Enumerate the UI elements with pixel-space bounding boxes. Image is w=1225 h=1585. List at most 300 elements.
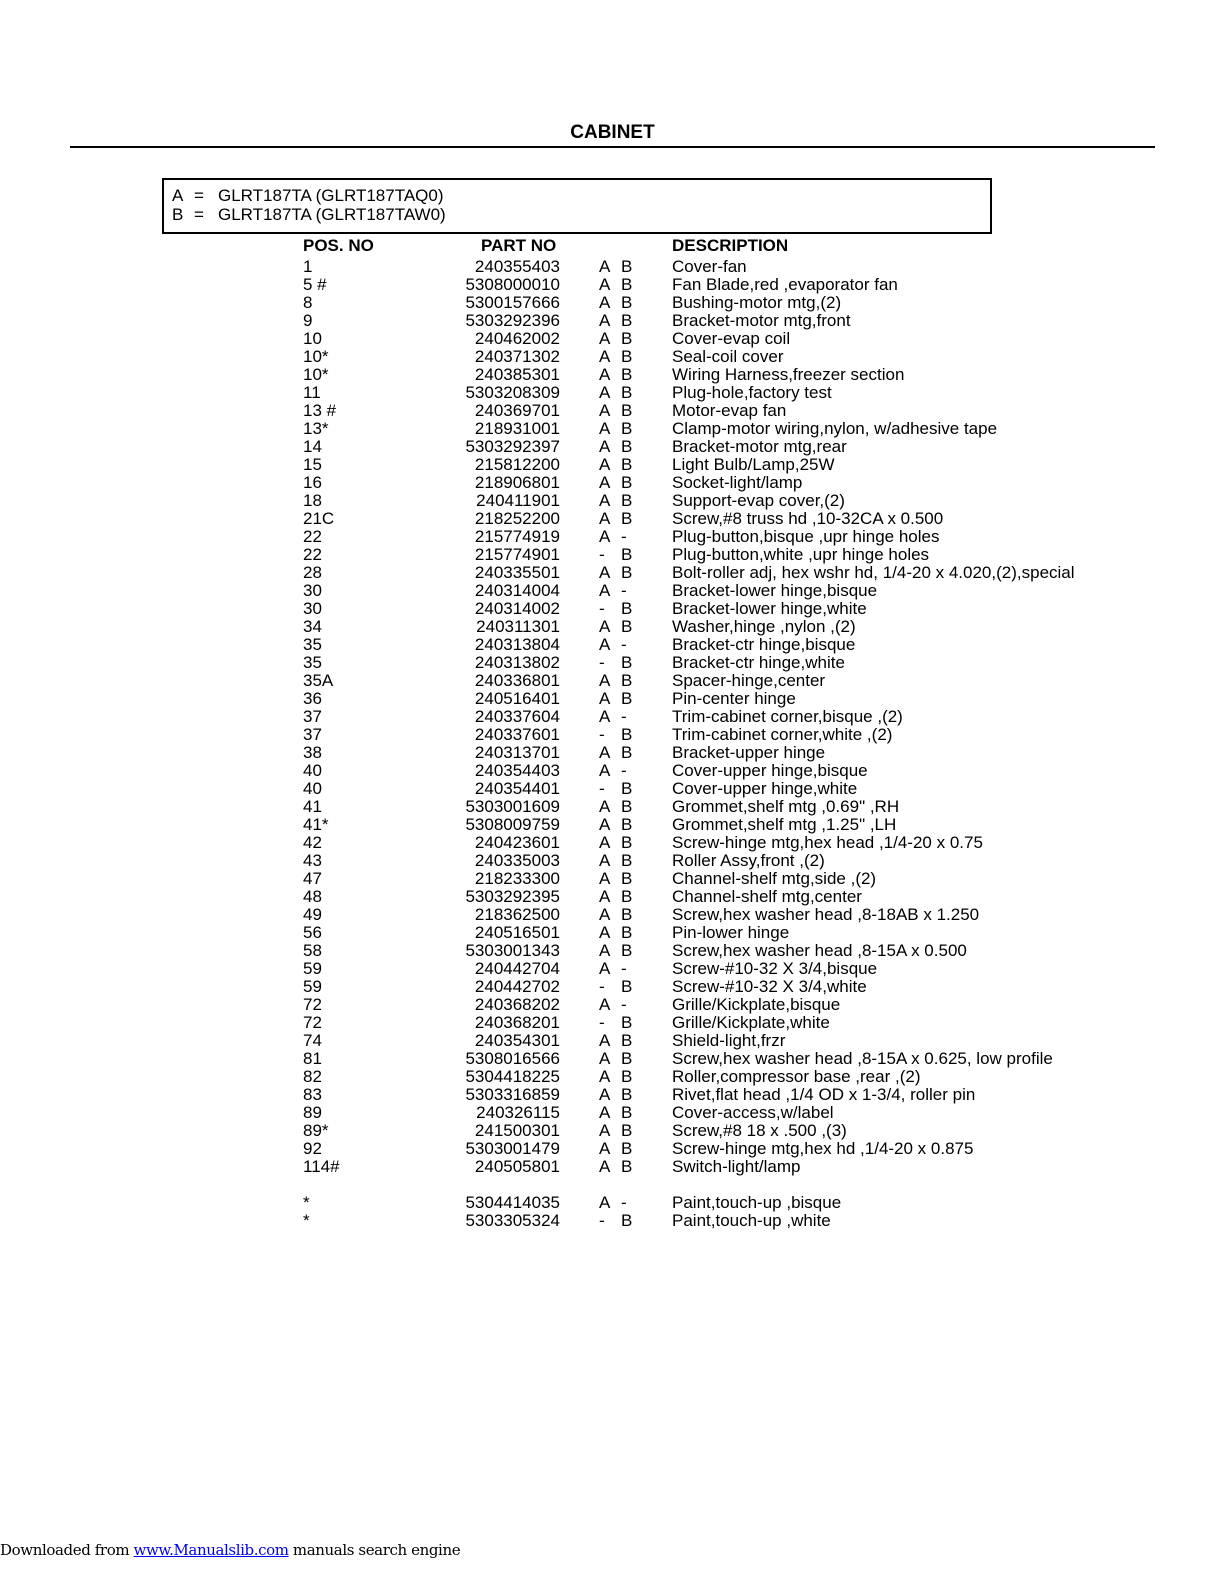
- model-a-flag: A: [599, 1031, 611, 1050]
- model-b-flag: B: [621, 923, 633, 942]
- part-description: Screw-#10-32 X 3/4,white: [672, 977, 867, 996]
- part-row: [303, 384, 1163, 402]
- model-a-flag: A: [599, 581, 611, 600]
- model-a-flag: A: [599, 635, 611, 654]
- part-number: 215774901: [474, 545, 560, 564]
- part-row: [303, 1194, 1163, 1212]
- part-description: Paint,touch-up ,white: [672, 1211, 831, 1230]
- model-b-flag: B: [621, 689, 633, 708]
- part-number: 240442704: [474, 959, 560, 978]
- part-row: [303, 1104, 1163, 1122]
- part-number: 240368202: [474, 995, 560, 1014]
- part-number: 240505801: [474, 1157, 560, 1176]
- part-description: Bracket-upper hinge: [672, 743, 826, 762]
- model-b-flag: B: [621, 887, 633, 906]
- part-number: 5303001609: [465, 797, 560, 816]
- model-a-flag: A: [599, 473, 611, 492]
- part-description: Bracket-motor mtg,rear: [672, 437, 847, 456]
- part-description: Rivet,flat head ,1/4 OD x 1-3/4, roller pin: [672, 1085, 976, 1104]
- part-description: Fan Blade,red ,evaporator fan: [672, 275, 898, 294]
- part-pos-number: 59: [303, 977, 322, 996]
- model-a-flag: A: [599, 437, 611, 456]
- part-pos-number: 10*: [303, 347, 329, 366]
- part-number: 5303208309: [465, 383, 560, 402]
- legend-row-a: [172, 186, 990, 205]
- part-description: Washer,hinge ,nylon ,(2): [672, 617, 856, 636]
- part-row: [303, 1086, 1163, 1104]
- part-description: Plug-button,bisque ,upr hinge holes: [672, 527, 940, 546]
- model-a-flag: A: [599, 383, 611, 402]
- part-row: [303, 834, 1163, 852]
- part-pos-number: 41*: [303, 815, 329, 834]
- part-pos-number: 41: [303, 797, 322, 816]
- part-row: [303, 258, 1163, 276]
- part-number: 240354401: [474, 779, 560, 798]
- part-description: Cover-fan: [672, 257, 747, 276]
- part-pos-number: 9: [303, 311, 313, 330]
- model-b-flag: -: [621, 1193, 627, 1212]
- model-a-flag: A: [599, 1139, 611, 1158]
- model-a-flag: A: [599, 995, 611, 1014]
- part-description: Paint,touch-up ,bisque: [672, 1193, 842, 1212]
- model-a-flag: A: [599, 905, 611, 924]
- part-row: [303, 924, 1163, 942]
- footer-prefix: Downloaded from: [0, 1541, 134, 1559]
- part-pos-number: 30: [303, 599, 322, 618]
- model-a-flag: A: [599, 311, 611, 330]
- model-b-flag: B: [621, 329, 633, 348]
- part-number: 240354301: [474, 1031, 560, 1050]
- part-number: 240516401: [474, 689, 560, 708]
- model-a-flag: A: [599, 527, 611, 546]
- part-description: Screw,#8 18 x .500 ,(3): [672, 1121, 847, 1140]
- part-number: 240335501: [474, 563, 560, 582]
- part-pos-number: 114#: [303, 1157, 340, 1176]
- part-description: Bracket-motor mtg,front: [672, 311, 851, 330]
- legend-row-b: [172, 205, 990, 224]
- model-b-flag: B: [621, 1031, 633, 1050]
- part-description: Screw,hex washer head ,8-18AB x 1.250: [672, 905, 980, 924]
- part-pos-number: 47: [303, 869, 322, 888]
- model-a-flag: A: [599, 707, 611, 726]
- part-description: Pin-lower hinge: [672, 923, 790, 942]
- part-description: Grommet,shelf mtg ,0.69" ,RH: [672, 797, 900, 816]
- model-b-flag: B: [621, 293, 633, 312]
- part-number: 240314002: [474, 599, 560, 618]
- part-row: [303, 708, 1163, 726]
- part-number: 5308000010: [465, 275, 560, 294]
- part-row: [303, 726, 1163, 744]
- part-description: Cover-upper hinge,white: [672, 779, 858, 798]
- part-description: Clamp-motor wiring,nylon, w/adhesive tape: [672, 419, 998, 438]
- part-pos-number: 28: [303, 563, 322, 582]
- part-row: [303, 888, 1163, 906]
- model-b-flag: B: [621, 365, 633, 384]
- part-row: [303, 420, 1163, 438]
- part-description: Switch-light/lamp: [672, 1157, 801, 1176]
- legend-equals: =: [194, 186, 204, 205]
- part-number: 240354403: [474, 761, 560, 780]
- model-a-flag: A: [599, 833, 611, 852]
- part-description: Wiring Harness,freezer section: [672, 365, 905, 384]
- model-b-flag: B: [621, 977, 633, 996]
- part-row: [303, 474, 1163, 492]
- part-row: [303, 1212, 1163, 1230]
- part-pos-number: 72: [303, 995, 322, 1014]
- model-b-flag: B: [621, 419, 633, 438]
- model-b-flag: B: [621, 1121, 633, 1140]
- model-b-flag: B: [621, 563, 633, 582]
- part-number: 218931001: [474, 419, 560, 438]
- model-b-flag: B: [621, 383, 633, 402]
- part-row: [303, 564, 1163, 582]
- model-a-flag: A: [599, 275, 611, 294]
- model-a-flag: A: [599, 1103, 611, 1122]
- model-a-flag: -: [599, 653, 605, 672]
- part-row: [303, 1140, 1163, 1158]
- part-number: 240442702: [474, 977, 560, 996]
- part-pos-number: 35: [303, 635, 322, 654]
- part-number: 240516501: [474, 923, 560, 942]
- part-pos-number: 10*: [303, 365, 329, 384]
- part-description: Screw,hex washer head ,8-15A x 0.500: [672, 941, 967, 960]
- part-description: Cover-access,w/label: [672, 1103, 834, 1122]
- part-number: 5304414035: [465, 1193, 560, 1212]
- part-pos-number: 16: [303, 473, 322, 492]
- model-b-flag: -: [621, 995, 627, 1014]
- page-title: CABINET: [570, 122, 655, 143]
- part-row: [303, 456, 1163, 474]
- part-pos-number: 11: [303, 383, 321, 402]
- part-number: 5304418225: [465, 1067, 560, 1086]
- part-pos-number: 74: [303, 1031, 322, 1050]
- part-description: Grille/Kickplate,white: [672, 1013, 830, 1032]
- part-pos-number: 22: [303, 527, 322, 546]
- model-a-flag: -: [599, 545, 605, 564]
- legend-model: GLRT187TA (GLRT187TAW0): [218, 205, 446, 224]
- part-pos-number: *: [303, 1193, 310, 1212]
- part-number: 240311301: [476, 617, 560, 636]
- model-b-flag: B: [621, 869, 633, 888]
- part-number: 5308009759: [465, 815, 560, 834]
- part-row: [303, 978, 1163, 996]
- part-number: 240368201: [474, 1013, 560, 1032]
- model-b-flag: B: [621, 1103, 633, 1122]
- part-pos-number: 14: [303, 437, 322, 456]
- part-pos-number: 21C: [303, 509, 335, 528]
- part-description: Bracket-lower hinge,bisque: [672, 581, 878, 600]
- part-pos-number: 56: [303, 923, 322, 942]
- part-pos-number: 58: [303, 941, 322, 960]
- model-a-flag: A: [599, 671, 611, 690]
- part-pos-number: 72: [303, 1013, 322, 1032]
- model-a-flag: A: [599, 365, 611, 384]
- part-row: [303, 780, 1163, 798]
- model-b-flag: B: [621, 545, 633, 564]
- part-description: Bracket-ctr hinge,white: [672, 653, 845, 672]
- part-row: [303, 906, 1163, 924]
- part-pos-number: 42: [303, 833, 322, 852]
- model-a-flag: A: [599, 1049, 611, 1068]
- part-row: [303, 1032, 1163, 1050]
- model-b-flag: B: [621, 1013, 633, 1032]
- part-description: Pin-center hinge: [672, 689, 796, 708]
- part-description: Channel-shelf mtg,side ,(2): [672, 869, 877, 888]
- part-row: [303, 1068, 1163, 1086]
- part-pos-number: 40: [303, 779, 322, 798]
- part-number: 5303292396: [465, 311, 560, 330]
- part-number: 240337601: [474, 725, 560, 744]
- part-pos-number: 40: [303, 761, 322, 780]
- model-a-flag: A: [599, 491, 611, 510]
- model-b-flag: B: [621, 815, 633, 834]
- part-description: Grommet,shelf mtg ,1.25" ,LH: [672, 815, 897, 834]
- part-row: [303, 672, 1163, 690]
- legend-equals: =: [194, 205, 204, 224]
- part-pos-number: 1: [303, 257, 313, 276]
- part-pos-number: 13*: [303, 419, 329, 438]
- part-row: [303, 366, 1163, 384]
- model-a-flag: A: [599, 797, 611, 816]
- part-row: [303, 348, 1163, 366]
- manualslib-link[interactable]: www.Manualslib.com: [133, 1541, 289, 1559]
- part-description: Support-evap cover,(2): [672, 491, 845, 510]
- model-a-flag: -: [599, 977, 605, 996]
- part-number: 240313802: [474, 653, 560, 672]
- model-b-flag: B: [621, 797, 633, 816]
- part-number: 218233300: [474, 869, 560, 888]
- model-b-flag: B: [621, 1049, 633, 1068]
- part-pos-number: 81: [303, 1049, 322, 1068]
- model-a-flag: A: [599, 743, 611, 762]
- part-row: [303, 312, 1163, 330]
- model-a-flag: -: [599, 1211, 605, 1230]
- model-b-flag: B: [621, 455, 633, 474]
- part-pos-number: 43: [303, 851, 322, 870]
- part-description: Seal-coil cover: [672, 347, 784, 366]
- part-row: [303, 294, 1163, 312]
- model-b-flag: B: [621, 599, 633, 618]
- model-b-flag: B: [621, 833, 633, 852]
- part-number: 5303292397: [465, 437, 560, 456]
- part-row: [303, 942, 1163, 960]
- part-description: Light Bulb/Lamp,25W: [672, 455, 835, 474]
- part-pos-number: 48: [303, 887, 322, 906]
- part-number: 240336801: [474, 671, 560, 690]
- model-a-flag: A: [599, 851, 611, 870]
- footer-suffix: manuals search engine: [288, 1541, 461, 1559]
- legend-key: A: [172, 186, 184, 205]
- model-b-flag: B: [621, 437, 633, 456]
- part-number: 5303001479: [465, 1139, 560, 1158]
- model-b-flag: B: [621, 779, 633, 798]
- model-b-flag: B: [621, 671, 633, 690]
- part-number: 218906801: [474, 473, 560, 492]
- part-number: 240385301: [474, 365, 560, 384]
- part-number: 5300157666: [465, 293, 560, 312]
- part-description: Grille/Kickplate,bisque: [672, 995, 841, 1014]
- model-a-flag: -: [599, 779, 605, 798]
- model-a-flag: A: [599, 815, 611, 834]
- part-number: 241500301: [474, 1121, 560, 1140]
- part-description: Screw-hinge mtg,hex head ,1/4-20 x 0.75: [672, 833, 983, 852]
- model-b-flag: B: [621, 509, 633, 528]
- column-header-description: DESCRIPTION: [672, 236, 789, 255]
- model-a-flag: A: [599, 347, 611, 366]
- part-pos-number: 35: [303, 653, 322, 672]
- model-b-flag: -: [621, 707, 627, 726]
- part-description: Bracket-lower hinge,white: [672, 599, 867, 618]
- model-b-flag: B: [621, 725, 633, 744]
- part-number: 240335003: [474, 851, 560, 870]
- part-row: [303, 1014, 1163, 1032]
- legend-model: GLRT187TA (GLRT187TAQ0): [218, 186, 444, 205]
- part-description: Channel-shelf mtg,center: [672, 887, 862, 906]
- model-a-flag: -: [599, 1013, 605, 1032]
- model-b-flag: B: [621, 743, 633, 762]
- part-row: [303, 852, 1163, 870]
- model-a-flag: A: [599, 689, 611, 708]
- part-row: [303, 744, 1163, 762]
- model-b-flag: B: [621, 275, 633, 294]
- part-number: 240369701: [474, 401, 560, 420]
- model-a-flag: A: [599, 1085, 611, 1104]
- part-number: 240337604: [474, 707, 560, 726]
- part-number: 215774919: [474, 527, 560, 546]
- legend-key: B: [172, 205, 184, 224]
- part-row: [303, 546, 1163, 564]
- part-pos-number: 35A: [303, 671, 334, 690]
- part-number: 5308016566: [465, 1049, 560, 1068]
- model-b-flag: B: [621, 617, 633, 636]
- part-row: [303, 528, 1163, 546]
- part-row: [303, 798, 1163, 816]
- model-a-flag: A: [599, 1157, 611, 1176]
- part-pos-number: 22: [303, 545, 322, 564]
- part-description: Plug-button,white ,upr hinge holes: [672, 545, 930, 564]
- part-pos-number: 59: [303, 959, 322, 978]
- part-row: [303, 510, 1163, 528]
- part-row: [303, 690, 1163, 708]
- part-pos-number: 34: [303, 617, 322, 636]
- part-row: [303, 438, 1163, 456]
- model-b-flag: B: [621, 257, 633, 276]
- part-description: Bolt-roller adj, hex wshr hd, 1/4-20 x 4.020,(2),special: [672, 563, 1075, 582]
- part-pos-number: 37: [303, 707, 322, 726]
- model-a-flag: A: [599, 563, 611, 582]
- model-a-flag: A: [599, 887, 611, 906]
- part-description: Trim-cabinet corner,bisque ,(2): [672, 707, 903, 726]
- part-description: Bushing-motor mtg,(2): [672, 293, 842, 312]
- model-b-flag: B: [621, 851, 633, 870]
- column-header-part: PART NO: [481, 236, 557, 255]
- part-row: [303, 402, 1163, 420]
- part-pos-number: 89*: [303, 1121, 329, 1140]
- part-number: 5303001343: [465, 941, 560, 960]
- model-a-flag: A: [599, 293, 611, 312]
- model-a-flag: A: [599, 923, 611, 942]
- part-pos-number: 49: [303, 905, 322, 924]
- model-a-flag: A: [599, 401, 611, 420]
- part-description: Motor-evap fan: [672, 401, 787, 420]
- part-number: 218362500: [474, 905, 560, 924]
- part-pos-number: 30: [303, 581, 322, 600]
- part-row: [303, 1122, 1163, 1140]
- part-row: [303, 960, 1163, 978]
- column-header-pos: POS. NO: [303, 236, 374, 255]
- part-row: [303, 996, 1163, 1014]
- model-b-flag: B: [621, 941, 633, 960]
- part-number: 5303292395: [465, 887, 560, 906]
- model-b-flag: B: [621, 491, 633, 510]
- model-a-flag: A: [599, 257, 611, 276]
- model-a-flag: A: [599, 509, 611, 528]
- part-description: Trim-cabinet corner,white ,(2): [672, 725, 893, 744]
- model-a-flag: A: [599, 761, 611, 780]
- part-row: [303, 816, 1163, 834]
- model-a-flag: A: [599, 869, 611, 888]
- part-row: [303, 330, 1163, 348]
- model-b-flag: B: [621, 1211, 633, 1230]
- model-a-flag: A: [599, 617, 611, 636]
- part-pos-number: 8: [303, 293, 313, 312]
- part-description: Cover-evap coil: [672, 329, 791, 348]
- part-number: 240462002: [474, 329, 560, 348]
- part-pos-number: 89: [303, 1103, 322, 1122]
- part-description: Socket-light/lamp: [672, 473, 803, 492]
- part-row: [303, 582, 1163, 600]
- part-row: [303, 636, 1163, 654]
- model-a-flag: -: [599, 599, 605, 618]
- model-b-flag: B: [621, 473, 633, 492]
- model-b-flag: -: [621, 635, 627, 654]
- parts-list: [303, 258, 1163, 1230]
- model-legend: [162, 178, 992, 234]
- model-b-flag: -: [621, 761, 627, 780]
- part-row: [303, 762, 1163, 780]
- title-divider: [70, 146, 1155, 148]
- part-pos-number: *: [303, 1211, 310, 1230]
- part-pos-number: 18: [303, 491, 322, 510]
- part-number: 240371302: [474, 347, 560, 366]
- part-row: [303, 654, 1163, 672]
- part-row: [303, 870, 1163, 888]
- part-pos-number: 5 #: [303, 275, 327, 294]
- model-b-flag: B: [621, 905, 633, 924]
- part-description: Cover-upper hinge,bisque: [672, 761, 868, 780]
- model-b-flag: B: [621, 653, 633, 672]
- part-pos-number: 36: [303, 689, 322, 708]
- part-row: [303, 1050, 1163, 1068]
- model-b-flag: -: [621, 581, 627, 600]
- model-b-flag: B: [621, 1157, 633, 1176]
- model-a-flag: A: [599, 1067, 611, 1086]
- model-b-flag: B: [621, 1139, 633, 1158]
- model-a-flag: A: [599, 1121, 611, 1140]
- part-pos-number: 38: [303, 743, 322, 762]
- model-a-flag: A: [599, 455, 611, 474]
- part-pos-number: 37: [303, 725, 322, 744]
- part-number: 240411901: [476, 491, 560, 510]
- part-description: Shield-light,frzr: [672, 1031, 786, 1050]
- part-number: 240423601: [474, 833, 560, 852]
- download-footer: [0, 1541, 460, 1559]
- part-pos-number: 10: [303, 329, 322, 348]
- part-description: Screw-hinge mtg,hex hd ,1/4-20 x 0.875: [672, 1139, 974, 1158]
- part-number: 240313701: [474, 743, 560, 762]
- model-a-flag: A: [599, 941, 611, 960]
- part-number: 5303305324: [465, 1211, 560, 1230]
